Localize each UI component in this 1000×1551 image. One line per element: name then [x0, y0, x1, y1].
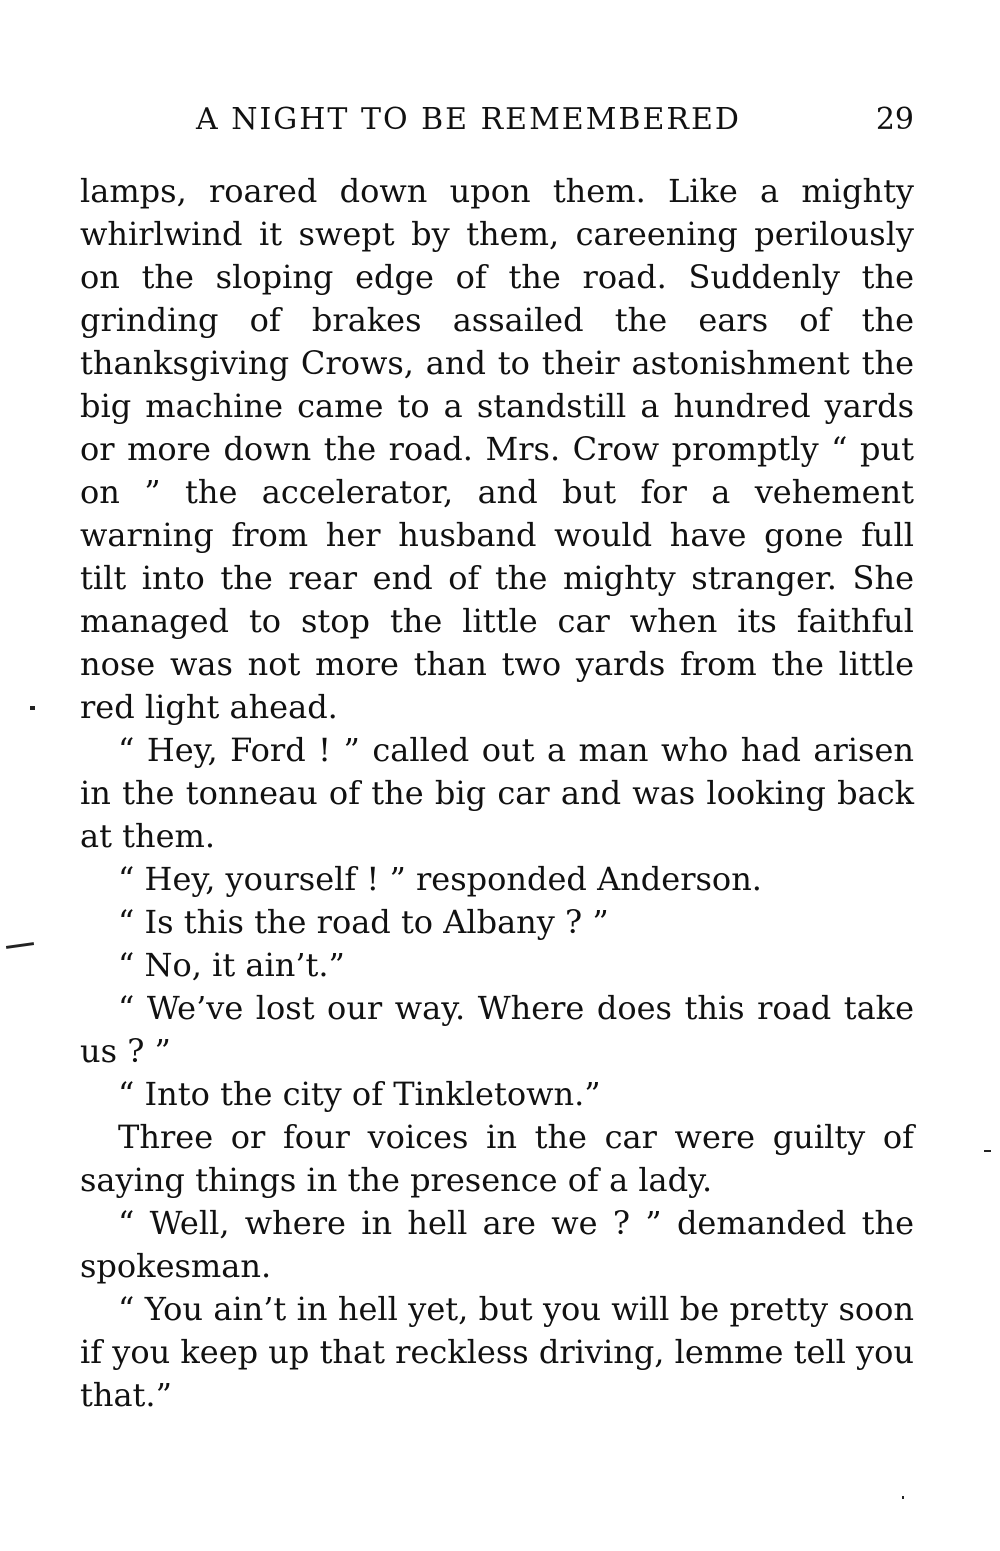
paragraph: “ Is this the road to Albany ? ” — [118, 903, 609, 941]
page-number: 29 — [875, 102, 914, 137]
scan-speck — [984, 1150, 991, 1152]
paragraph-continued: lamps, roared down upon them. Like a mighty whirlwind it swept by them, careening perilously on the sloping edge of the road. Suddenly the grinding of brakes assailed the ears of the thanksgiving Crows, and to their astonishment the big machine came to a standstill a hundred yards or more down the road. Mrs. Crow promptly “ put on ” the accelerator, and but for a vehement warning from her husband would have gone full tilt into the rear end of the mighty stranger. She managed to stop the little car when its faithful nose was not more than two yards from the little red light ahead. — [80, 172, 914, 726]
body-text — [80, 170, 914, 1417]
paragraph: “ Hey, Ford ! ” called out a man who had arisen in the tonneau of the big car and was looking back at them. — [80, 731, 914, 855]
paragraph: “ Hey, yourself ! ” responded Anderson. — [118, 860, 762, 898]
paragraph: Three or four voices in the car were guilty of saying things in the presence of a lady. — [80, 1118, 914, 1199]
paragraph: “ We’ve lost our way. Where does this road take us ? ” — [80, 989, 914, 1070]
paragraph: “ No, it ain’t.” — [118, 946, 345, 984]
running-head — [80, 100, 914, 140]
scan-speck — [30, 706, 35, 710]
scan-speck — [6, 942, 34, 949]
scan-speck — [902, 1496, 904, 1499]
paragraph: “ You ain’t in hell yet, but you will be pretty soon if you keep up that reckless driving, lemme tell you that.” — [80, 1290, 914, 1414]
running-title: A NIGHT TO BE REMEMBERED — [196, 102, 741, 137]
paragraph: “ Well, where in hell are we ? ” demanded the spokesman. — [80, 1204, 914, 1285]
paragraph: “ Into the city of Tinkletown.” — [118, 1075, 601, 1113]
